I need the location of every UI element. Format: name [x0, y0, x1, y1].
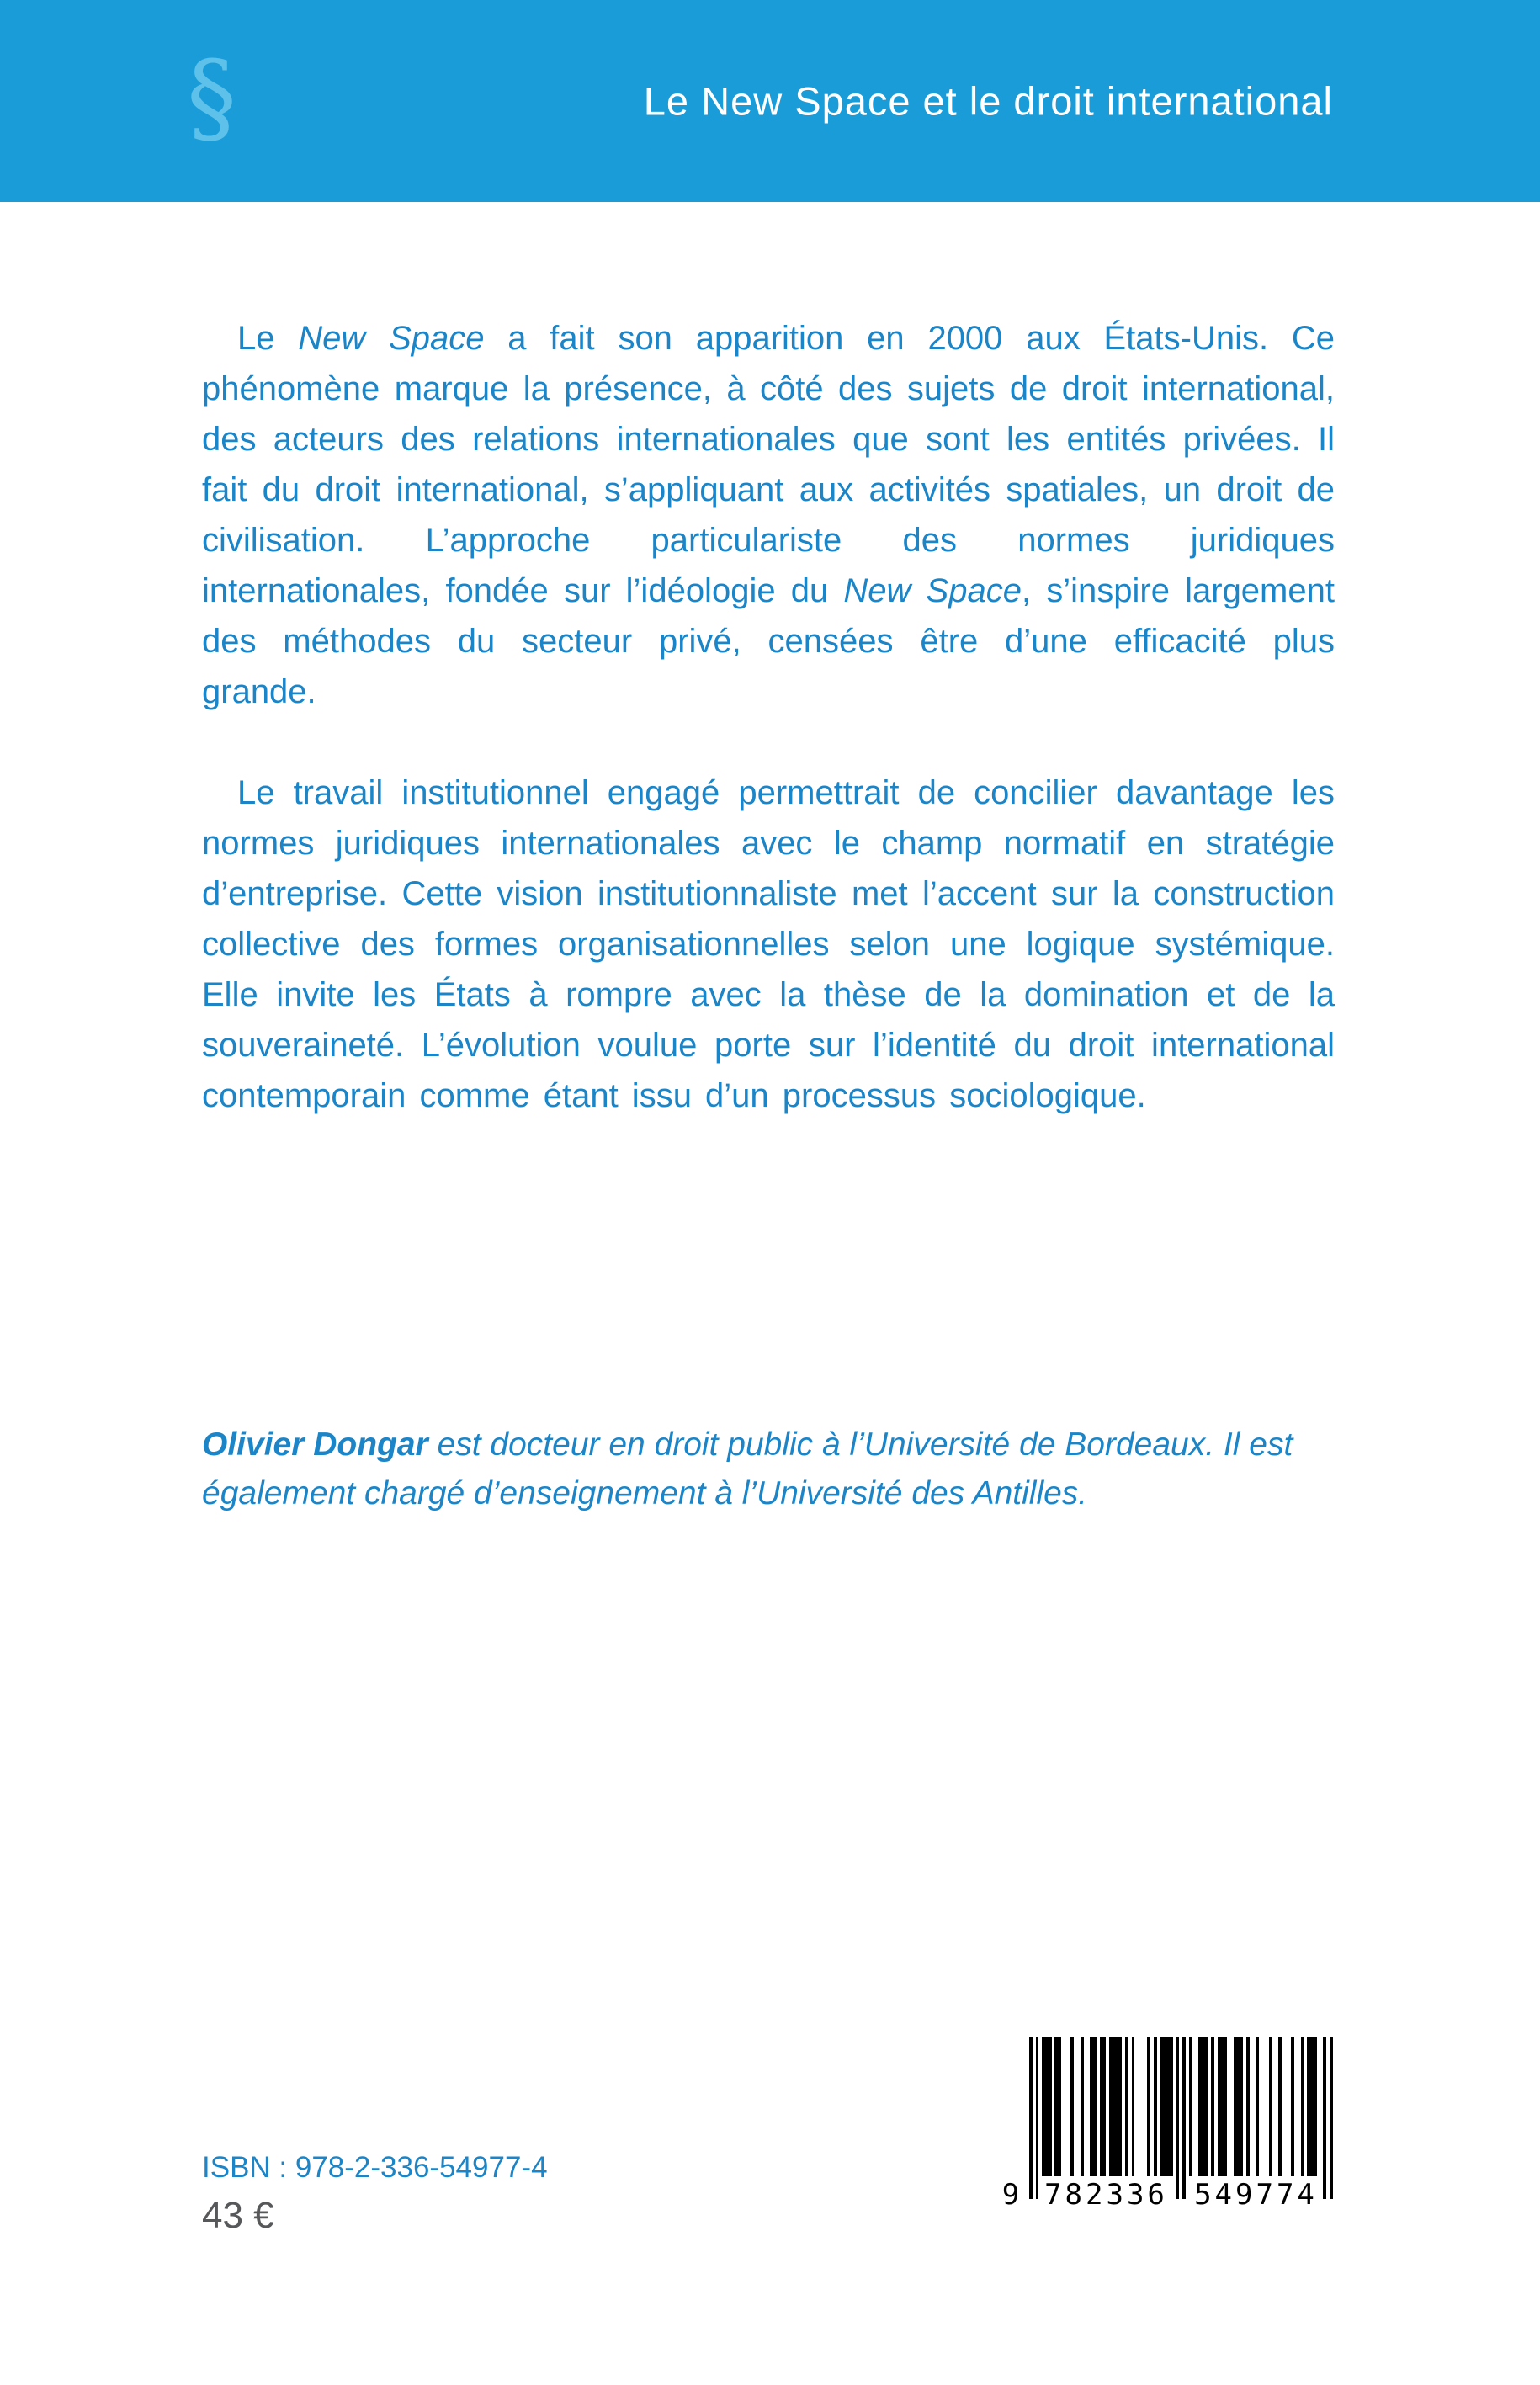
author-bio-text: est docteur en droit public à l’Université de Bordeaux. Il est également chargé d’enseignement à l’Université des Antilles.	[202, 1426, 1293, 1511]
isbn: ISBN : 978-2-336-54977-4	[202, 2151, 548, 2184]
new-space-italic-2: New Space	[843, 572, 1022, 609]
synopsis-paragraph-1	[202, 313, 1335, 717]
synopsis-paragraph-2: Le travail institutionnel engagé permettrait de concilier davantage les normes juridiques internationales avec le champ normatif en stratégie d’entreprise. Cette vision institutionnaliste met l’accent sur la construction collective des formes organisationnelles selon une logique systémique. Elle invite les États à rompre avec la thèse de la domination et de la souveraineté. L’évolution voulue porte sur l’identité du droit international contemporain comme étant issu d’un processus sociologique.	[202, 774, 1335, 1114]
price: 43 €	[202, 2195, 274, 2236]
header-band	[0, 0, 1540, 202]
paragraph-1-text: Le	[237, 320, 299, 357]
synopsis	[202, 313, 1335, 1171]
barcode	[992, 2037, 1339, 2217]
publisher-section-icon: §	[187, 39, 236, 156]
barcode-digit-group: 782336	[1041, 2178, 1171, 2212]
barcode-bar	[1330, 2037, 1333, 2199]
paragraph-1-text: a fait son apparition en 2000 aux États-Unis. Ce phénomène marque la présence, à côté des sujets de droit international, des acteurs des relations internationales que sont les entités privées. Il fait du droit international, s’appliquant aux activités spatiales, un droit de civilisation. L’approche particulariste des normes juridiques internationales, fondée sur l’idéologie du	[202, 320, 1335, 609]
barcode-digit-group: 9	[1001, 2178, 1020, 2212]
paragraph-1-text: , s’inspire largement des méthodes du secteur privé, censées être d’une efficacité plus grande.	[202, 572, 1335, 710]
author-name: Olivier Dongar	[202, 1426, 428, 1463]
new-space-italic-1: New Space	[298, 320, 485, 357]
book-title: Le New Space et le droit international	[643, 78, 1333, 124]
barcode-digit-group: 549774	[1191, 2178, 1321, 2212]
barcode-bars	[1029, 2037, 1333, 2199]
author-bio	[202, 1421, 1335, 1518]
